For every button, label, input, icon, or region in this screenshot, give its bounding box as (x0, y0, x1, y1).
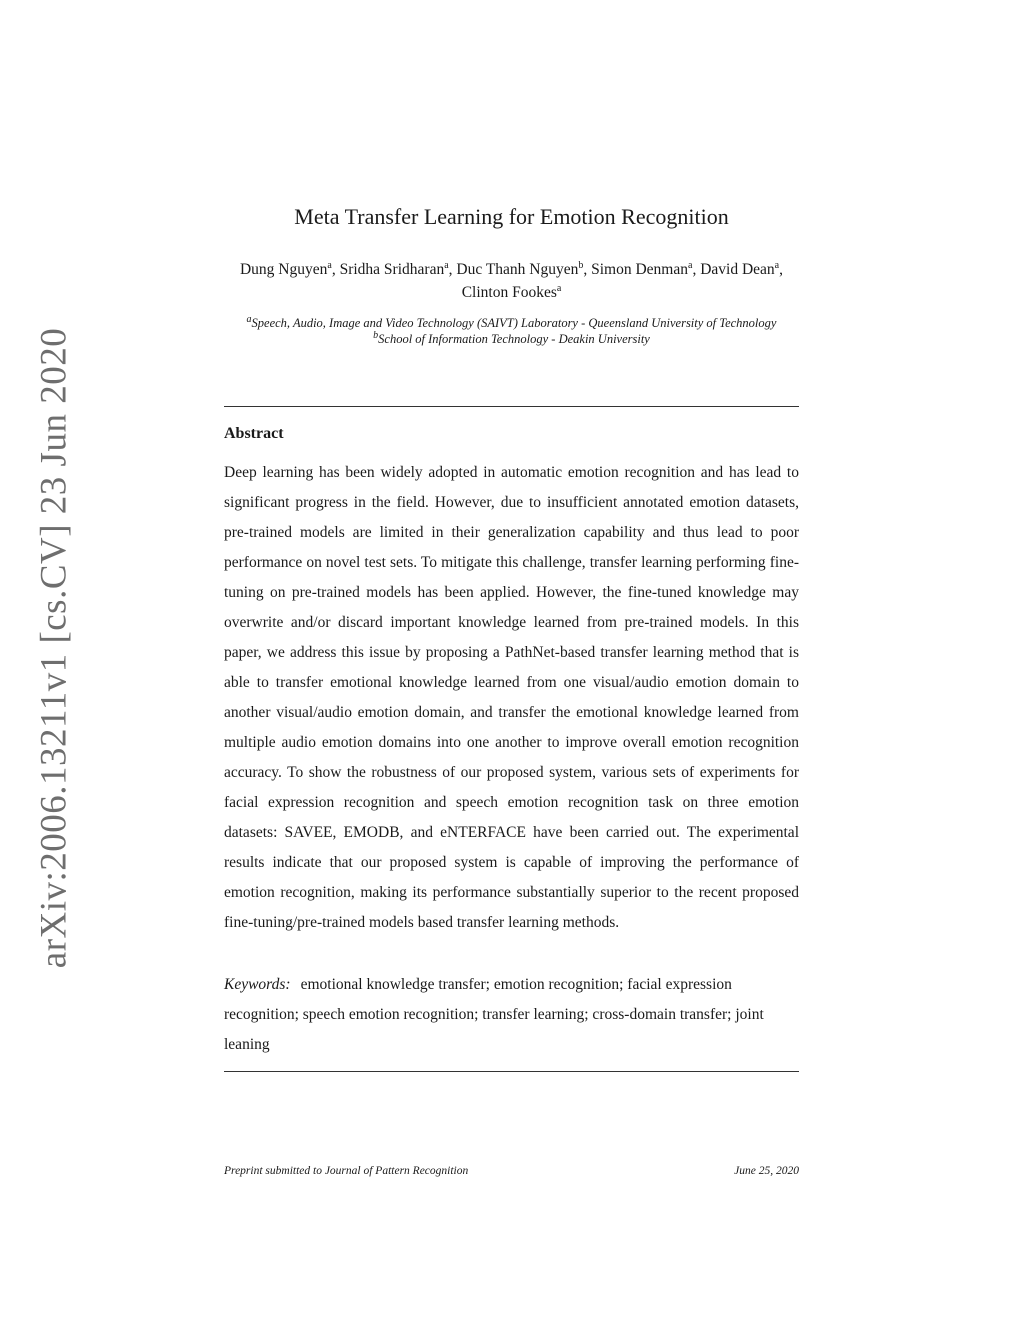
abstract-bottom-rule (224, 1071, 799, 1072)
author: Sridha Sridharan$^a$, (339, 259, 457, 278)
abstract-text: Deep learning has been widely adopted in automatic emotion recognition and has lead to significant progress in the field. However, due to insufficient annotated emotion datasets, pre-trained models are limited in their generalization capability and thus lead to poor performance on novel test sets. To mitigate this challenge, transfer learning performing fine-tuning on pre-trained models has been applied. However, the fine-tuned knowledge may overwrite and/or discard important knowledge learned from pre-trained models. In this paper, we address this issue by proposing a PathNet-based transfer learning method that is able to transfer emotional knowledge learned from one visual/audio emotion domain to another visual/audio emotion domain, and transfer the emotional knowledge learned from multiple audio emotion domains into one another to improve overall emotion recognition accuracy. To show the robustness of our proposed system, various sets of experiments for facial expression recognition and speech emotion recognition task on three emotion datasets: SAVEE, EMODB, and eNTERFACE have been carried out. The experimental results indicate that our proposed system is capable of improving the performance of emotion recognition, making its performance substantially superior to the recent proposed fine-tuning/pre-trained models based transfer learning methods. (224, 464, 799, 931)
preprint-note: Preprint submitted to Journal of Pattern Recognition (224, 1165, 469, 1177)
author: Clinton Fookes$^a$ (461, 282, 562, 301)
author: Duc Thanh Nguyen$^b$, (456, 259, 592, 278)
footer-date: June 25, 2020 (734, 1165, 799, 1177)
paper-title: Meta Transfer Learning for Emotion Recognition (294, 204, 729, 229)
keywords (224, 970, 776, 1060)
affiliation: $^a$Speech, Audio, Image and Video Technology (SAIVT) Laboratory - Queensland University of Technology (246, 313, 777, 330)
author-list (224, 258, 799, 304)
abstract-top-rule (224, 406, 799, 407)
abstract-heading: Abstract (224, 425, 284, 442)
author: Simon Denman$^a$, (591, 259, 701, 278)
arxiv-identifier-stamp: arXiv:2006.13211v1 [cs.CV] 23 Jun 2020 (33, 327, 75, 969)
keywords-text: emotional knowledge transfer; emotion recognition; facial expression recognition; speech emotion recognition; transfer learning; cross-domain transfer; joint leaning (224, 976, 764, 1053)
affiliation: $^b$School of Information Technology - Deakin University (373, 329, 650, 346)
affiliation-list (214, 315, 809, 347)
author: David Dean$^a$, (700, 259, 783, 278)
author: Dung Nguyen$^a$, (239, 259, 340, 278)
keywords-label: Keywords: (224, 976, 291, 993)
